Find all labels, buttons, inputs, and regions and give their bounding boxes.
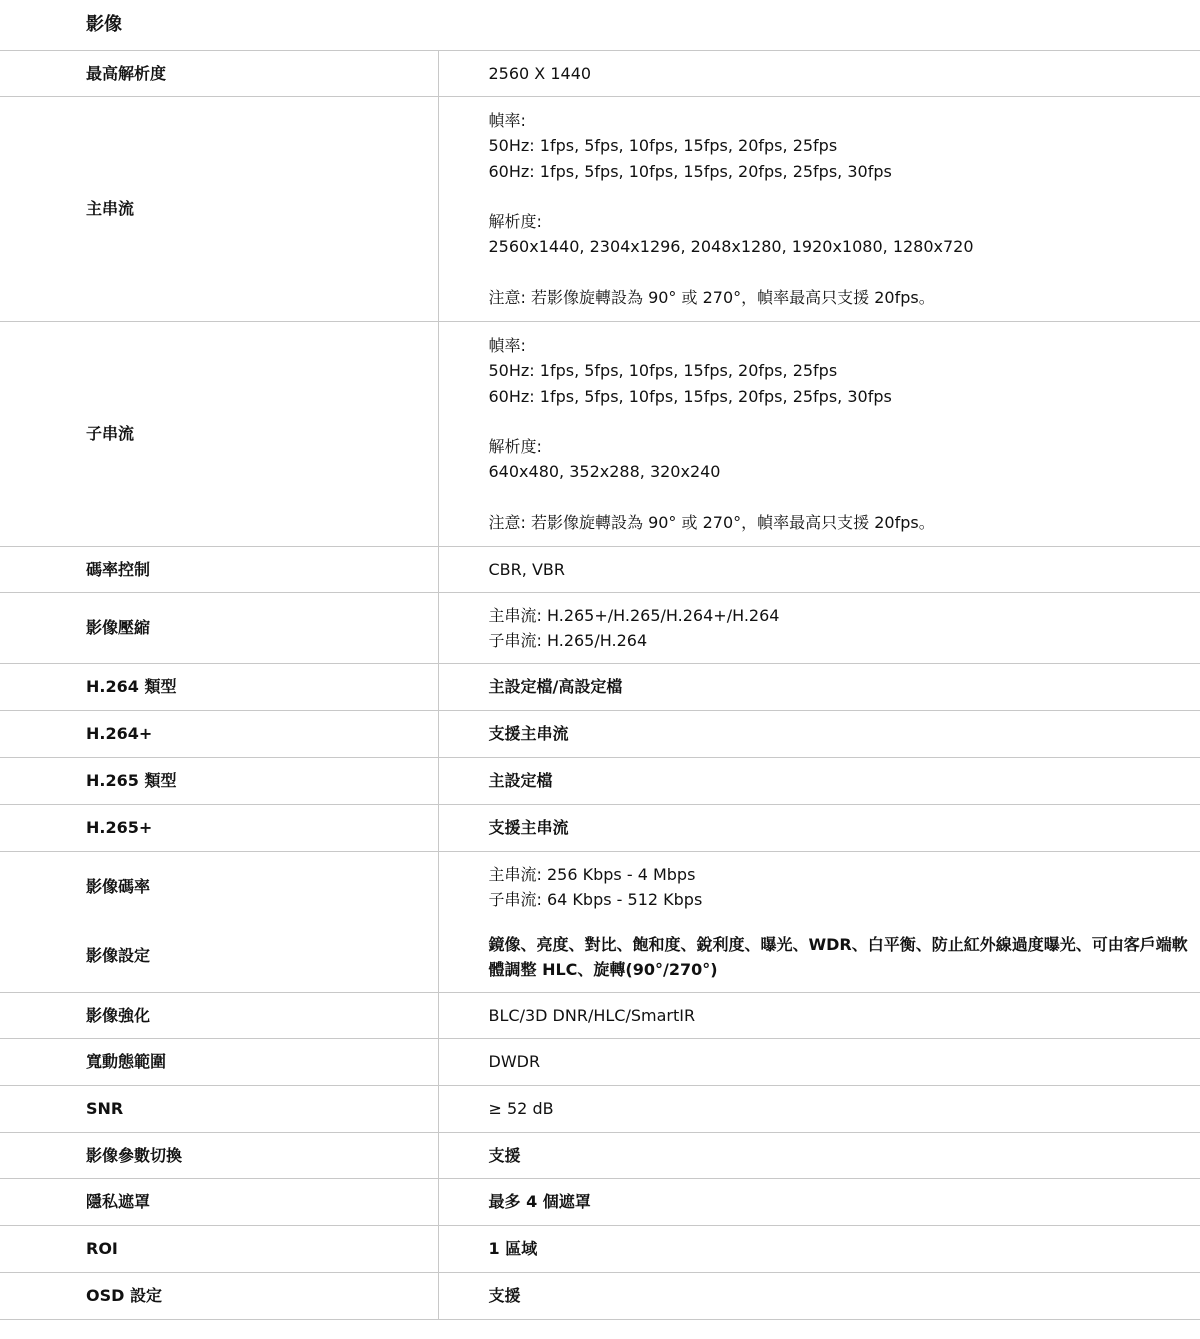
spec-label-group [0,852,438,993]
spec-label: 影像碼率 [86,877,151,896]
table-row [0,97,1200,322]
spec-value: 支援 [488,1286,521,1306]
spec-label: H.264+ [0,711,438,758]
spec-value-block [438,852,1200,993]
bitrate-values [489,852,1189,913]
table-row [0,993,1200,1039]
spec-table [0,50,1200,1320]
table-row [0,593,1200,664]
spec-value-block [438,97,1200,322]
spec-label: 碼率控制 [0,547,438,593]
table-row [0,758,1200,805]
spec-label: 影像壓縮 [0,593,438,664]
framerate-60hz: 60Hz: 1fps, 5fps, 10fps, 15fps, 20fps, 25fps, 30fps [488,386,892,406]
table-row [0,1039,1200,1086]
resolution-heading: 解析度: [488,437,542,456]
main-stream-bitrate: 主串流: 256 Kbps - 4 Mbps [488,865,696,884]
spec-label: H.265+ [0,805,438,852]
sub-stream-bitrate: 子串流: 64 Kbps - 512 Kbps [488,890,703,910]
table-row [0,322,1200,547]
main-stream-codecs: 主串流: H.265+/H.265/H.264+/H.264 [488,605,780,625]
spec-label: 隱私遮罩 [0,1179,438,1226]
table-row [0,664,1200,711]
spec-value: 支援 [488,1145,521,1165]
rotation-note: 注意: 若影像旋轉設為 90° 或 270°，幀率最高只支援 20fps。 [488,512,935,532]
spec-label: 影像強化 [0,993,438,1039]
spec-value: BLC/3D DNR/HLC/SmartIR [488,1005,696,1025]
spec-value: ≥ 52 dB [488,1099,554,1119]
resolution-list: 2560x1440, 2304x1296, 2048x1280, 1920x1080, 1280x720 [488,237,974,257]
table-row [0,1133,1200,1179]
rotation-note: 注意: 若影像旋轉設為 90° 或 270°，幀率最高只支援 20fps。 [488,287,935,307]
framerate-heading: 幀率: [488,335,526,355]
sub-stream-codecs: 子串流: H.265/H.264 [488,631,648,650]
framerate-heading: 幀率: [488,110,526,130]
table-row [0,711,1200,758]
spec-label: ROI [0,1226,438,1273]
table-row [0,852,1200,993]
section-title: 影像 [86,14,122,35]
resolution-list: 640x480, 352x288, 320x240 [488,462,721,482]
spec-label: H.265 類型 [0,758,438,805]
framerate-50hz: 50Hz: 1fps, 5fps, 10fps, 15fps, 20fps, 25fps [488,361,838,381]
table-row [0,1226,1200,1273]
framerate-50hz: 50Hz: 1fps, 5fps, 10fps, 15fps, 20fps, 25fps [488,136,838,156]
table-row [0,51,1200,97]
table-row [0,1086,1200,1133]
spec-value: 2560 X 1440 [488,63,592,83]
spec-label: 影像參數切換 [0,1133,438,1179]
spec-value: 1 區域 [488,1239,538,1259]
spec-label: OSD 設定 [0,1273,438,1320]
spec-value-block [438,593,1200,664]
spec-label: H.264 類型 [0,664,438,711]
spec-label: 影像設定 [86,946,151,965]
spec-value: CBR, VBR [488,559,565,579]
spec-label: 最高解析度 [0,51,438,97]
spec-value: 支援主串流 [488,818,569,838]
spec-value: DWDR [488,1052,541,1072]
framerate-60hz: 60Hz: 1fps, 5fps, 10fps, 15fps, 20fps, 25fps, 30fps [488,161,892,181]
spec-value-block [438,322,1200,547]
image-settings-value: 鏡像、亮度、對比、飽和度、銳利度、曝光、WDR、白平衡、防止紅外線過度曝光、可由客戶端軟體調整 HLC、旋轉(90°/270°) [488,934,1188,980]
spec-value: 最多 4 個遮罩 [488,1192,591,1212]
spec-value: 主設定檔 [488,771,553,791]
table-row [0,805,1200,852]
spec-value: 支援主串流 [488,724,569,744]
table-row [0,1179,1200,1226]
spec-value: 主設定檔/高設定檔 [488,677,623,697]
spec-label: SNR [0,1086,438,1133]
spec-label: 主串流 [0,97,438,322]
spec-label: 子串流 [0,322,438,547]
resolution-heading: 解析度: [488,212,542,231]
table-row [0,547,1200,593]
spec-label: 寬動態範圍 [0,1039,438,1086]
table-row [0,1273,1200,1320]
